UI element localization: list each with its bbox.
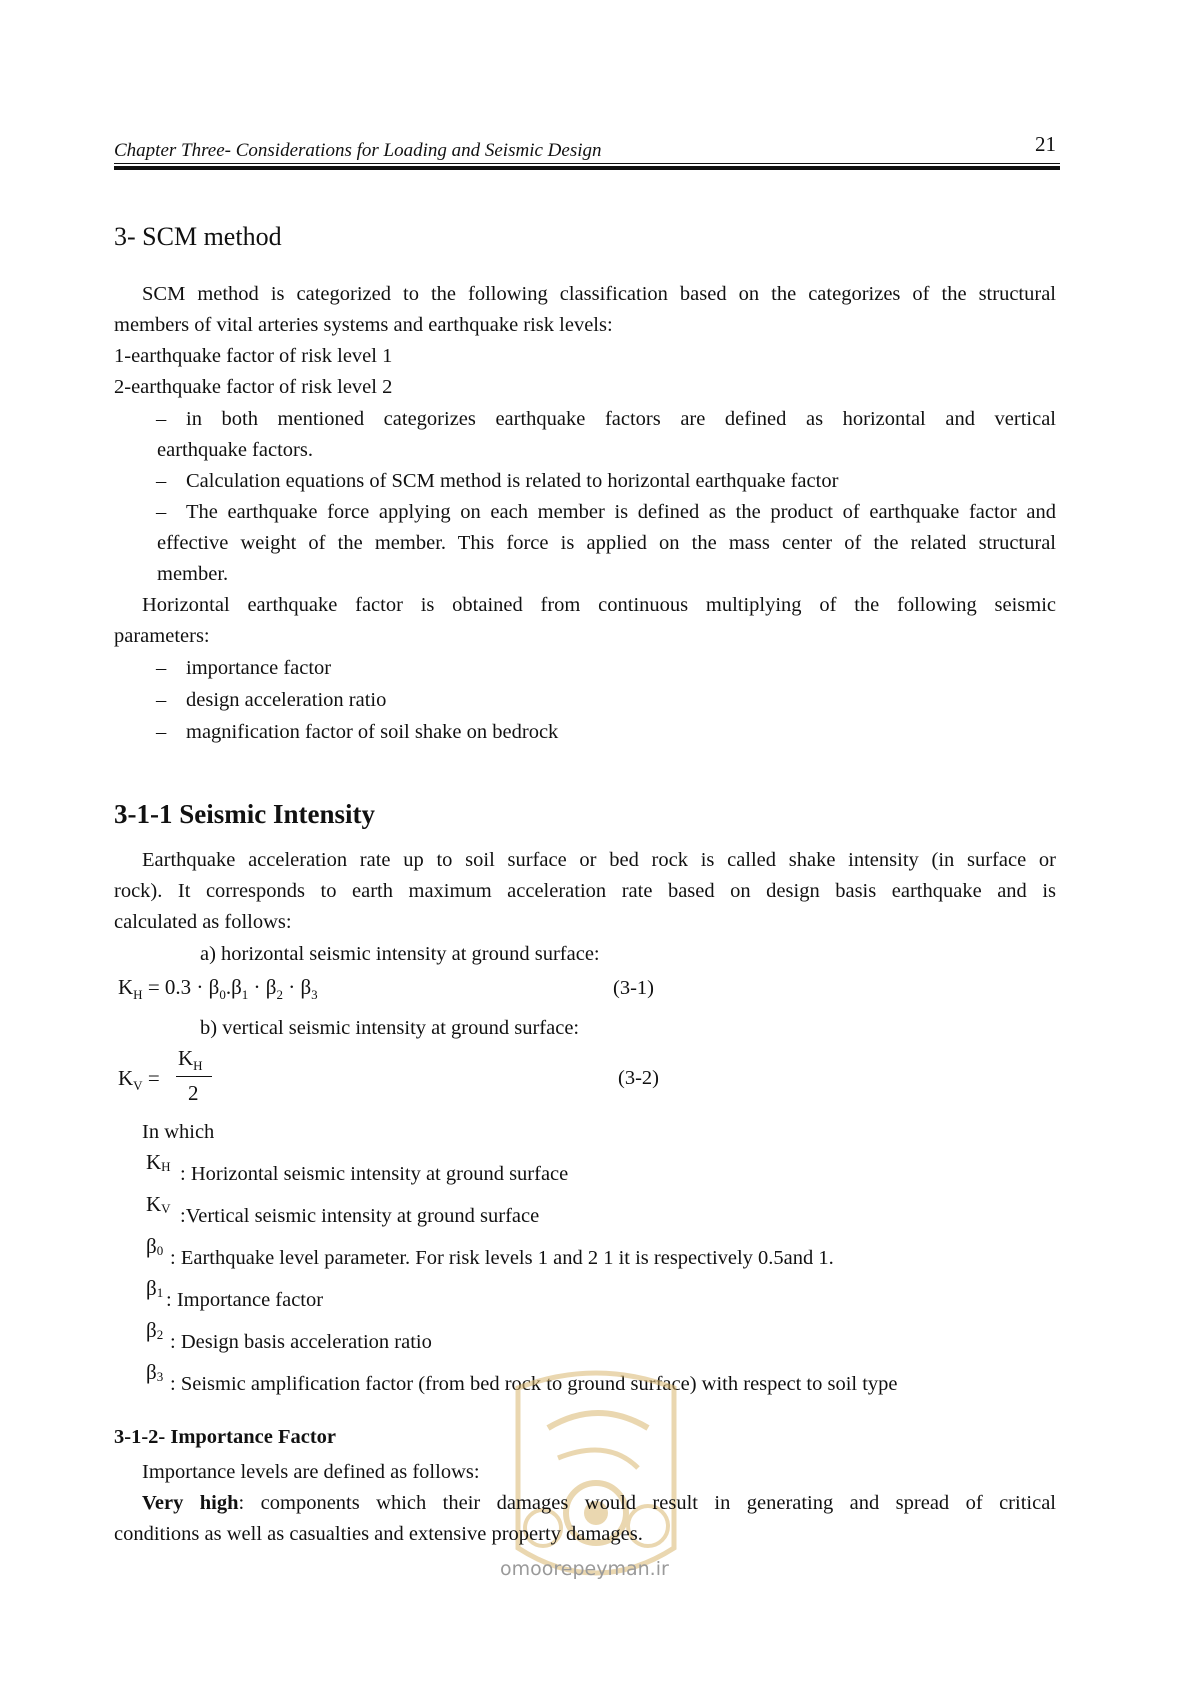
very-high-text: : components which their damages would result in generating and spread of critical <box>238 1492 1056 1514</box>
bullet-text: The earthquake force applying on each member is defined as the product of earthquake factor and <box>186 501 1056 523</box>
paragraph-line: conditions as well as casualties and extensive property damages. <box>114 1523 643 1545</box>
equation-number: (3-1) <box>613 977 654 999</box>
equation-number: (3-2) <box>618 1067 659 1089</box>
paragraph-line: Earthquake acceleration rate up to soil surface or bed rock is called shake intensity (in surface or <box>142 849 1056 871</box>
equation-3-2-lhs: $K_V$ = <box>118 1066 160 1093</box>
bullet-dash: – <box>156 657 167 679</box>
very-high-label: Very high <box>142 1492 239 1514</box>
definition-text: : Earthquake level parameter. For risk levels 1 and 2 1 it is respectively 0.5and 1. <box>170 1247 834 1269</box>
page-number: 21 <box>1035 132 1056 156</box>
paragraph-line: members of vital arteries systems and earthquake risk levels: <box>114 314 613 336</box>
bullet-text: effective weight of the member. This force is applied on the mass center of the related structural <box>157 532 1056 554</box>
bullet-text: member. <box>157 563 229 585</box>
paragraph-line: parameters: <box>114 625 210 647</box>
bullet-text: earthquake factors. <box>157 439 313 461</box>
header-rule-thin <box>114 163 1060 164</box>
bullet-dash: – <box>156 501 167 523</box>
page-header <box>114 132 1060 172</box>
bullet-text: Calculation equations of SCM method is related to horizontal earthquake factor <box>186 470 839 492</box>
section-heading-scm: 3- SCM method <box>114 222 282 251</box>
parameter-item: design acceleration ratio <box>186 689 387 711</box>
symbol-beta0: β0 <box>146 1234 164 1258</box>
header-rule-thick <box>114 166 1060 170</box>
paragraph-line: Horizontal earthquake factor is obtained from continuous multiplying of the following seismic <box>142 594 1056 616</box>
bullet-dash: – <box>156 689 167 711</box>
bullet-text: in both mentioned categorizes earthquake factors are defined as horizontal and vertical <box>186 408 1056 430</box>
symbol-kv: KV <box>146 1192 171 1216</box>
equation-label: b) vertical seismic intensity at ground surface: <box>200 1017 580 1039</box>
definition-text: : Horizontal seismic intensity at ground surface <box>180 1163 569 1185</box>
paragraph-line: SCM method is categorized to the following classification based on the categorizes of the structural <box>142 283 1056 305</box>
paragraph-line: calculated as follows: <box>114 911 292 933</box>
bullet-dash: – <box>156 408 167 430</box>
equation-3-1: $K_H = 0.3 \cdot \beta_0.\beta_1 \cdot \beta_2 \cdot \beta_3$ <box>118 975 318 1002</box>
parameter-item: importance factor <box>186 657 332 679</box>
definition-text: :Vertical seismic intensity at ground surface <box>180 1205 540 1227</box>
chapter-title: Chapter Three- Considerations for Loading and Seismic Design <box>114 140 602 161</box>
symbol-kh: KH <box>146 1150 171 1174</box>
symbol-beta2: β2 <box>146 1318 164 1342</box>
definition-text: : Seismic amplification factor (from bed rock to ground surface) with respect to soil type <box>170 1373 898 1395</box>
symbol-beta1: β1 <box>146 1276 164 1300</box>
list-item: 2-earthquake factor of risk level 2 <box>114 376 393 398</box>
definition-text: : Importance factor <box>166 1289 324 1311</box>
parameter-item: magnification factor of soil shake on bedrock <box>186 721 559 743</box>
equation-label: a) horizontal seismic intensity at ground surface: <box>200 943 600 965</box>
watermark-url: omoorepeyman.ir <box>500 1558 669 1580</box>
paragraph-line: In which <box>142 1121 215 1143</box>
section-heading-importance-factor: 3-1-2- Importance Factor <box>114 1426 337 1448</box>
symbol-beta3: β3 <box>146 1360 164 1384</box>
bullet-dash: – <box>156 470 167 492</box>
paragraph-line: rock). It corresponds to earth maximum acceleration rate based on design basis earthquake and is <box>114 880 1056 902</box>
bullet-dash: – <box>156 721 167 743</box>
list-item: 1-earthquake factor of risk level 1 <box>114 345 393 367</box>
section-heading-seismic-intensity: 3-1-1 Seismic Intensity <box>114 799 375 829</box>
definition-text: : Design basis acceleration ratio <box>170 1331 432 1353</box>
paragraph-line: Importance levels are defined as follows: <box>142 1461 480 1483</box>
equation-3-2-numerator: $K_H$ <box>178 1046 203 1073</box>
equation-3-2-denominator: 2 <box>188 1081 199 1105</box>
fraction-bar <box>176 1076 212 1077</box>
paragraph-line <box>142 1489 1056 1517</box>
